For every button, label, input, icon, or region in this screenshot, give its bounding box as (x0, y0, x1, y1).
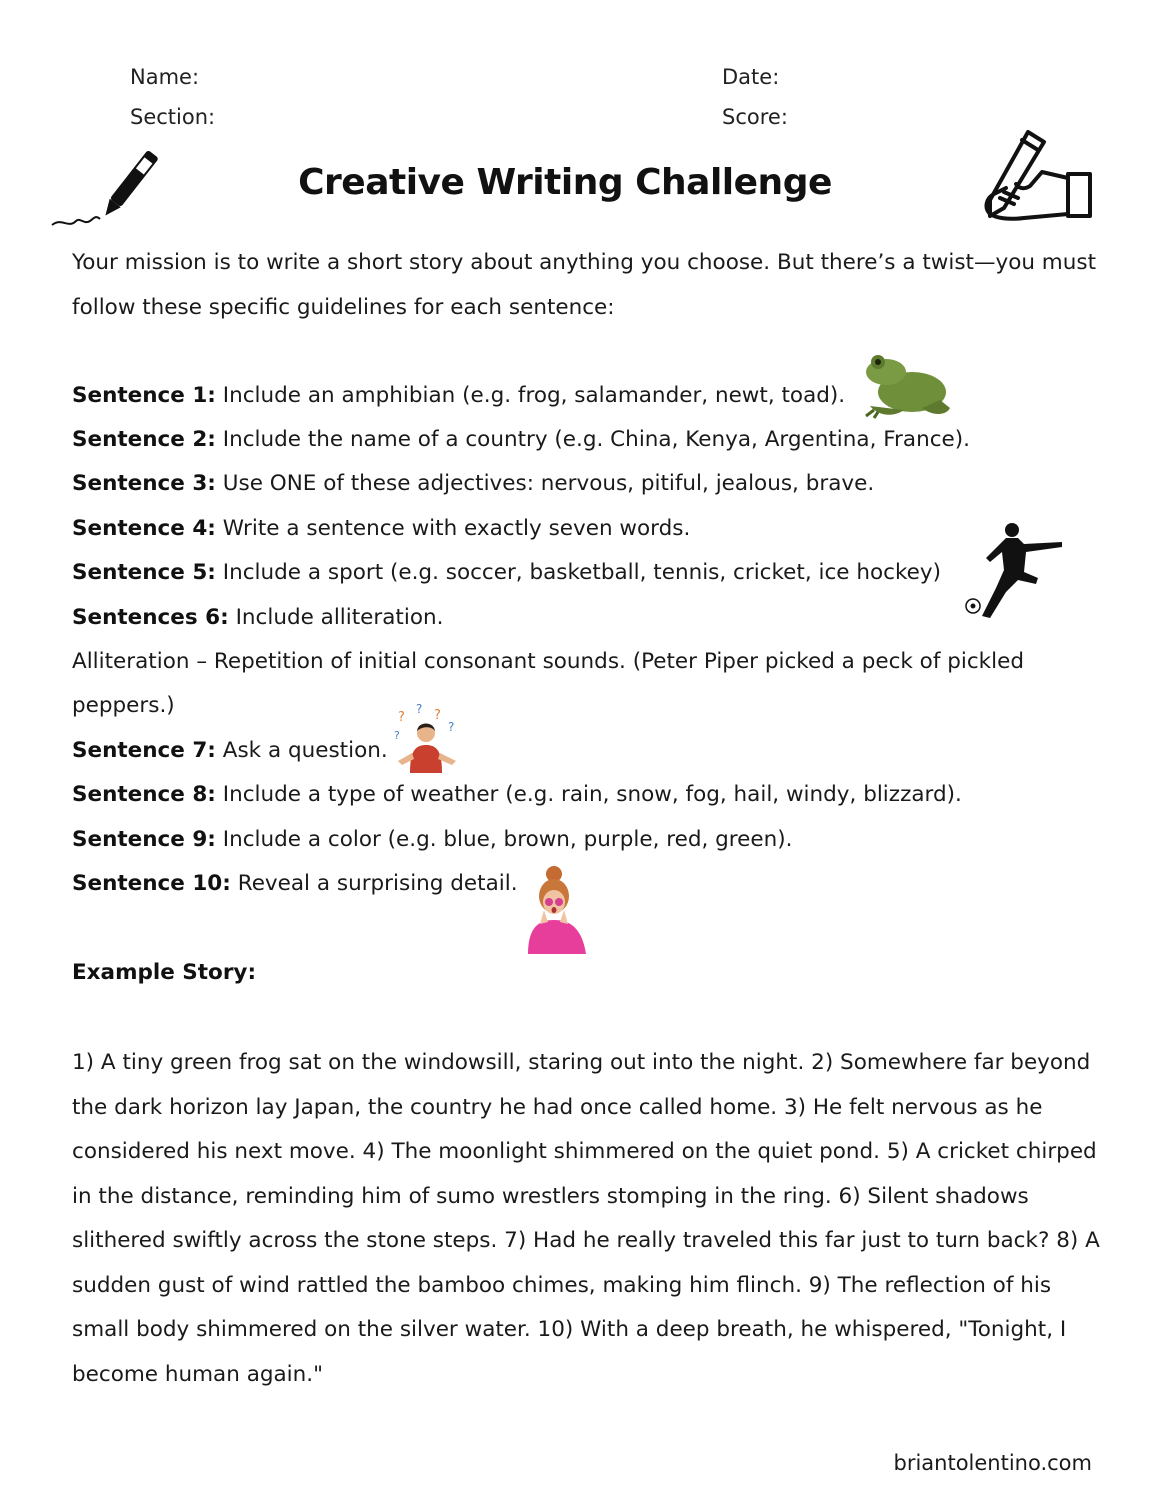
score-label: Score: (722, 105, 788, 129)
rule-label: Sentence 10: (72, 871, 231, 896)
rule-item (72, 383, 845, 408)
frog-icon (860, 350, 952, 420)
rule-label: Sentence 7: (72, 738, 216, 763)
page-title: Creative Writing Challenge (298, 162, 832, 203)
rule-label: Sentence 4: (72, 516, 216, 541)
rule-label: Sentence 3: (72, 471, 216, 496)
example-story: 1) A tiny green frog sat on the windowsill, staring out into the night. 2) Somewhere far beyond the dark horizon lay Japan, the country he had once called home. 3) He felt nervous as he considered his next move. 4) The moonlight shimmered on the quiet pond. 5) A cricket chirped in the distance, reminding him of sumo wrestlers stomping in the ring. 6) Silent shadows slithered swiftly across the stone steps. 7) Had he really traveled this far just to turn back? 8) A sudden gust of wind rattled the bamboo chimes, making him flinch. 9) The reflection of his small body shimmered on the silver water. 10) With a deep breath, he whispered, "Tonight, I become human again." (72, 1050, 1100, 1387)
confused-person-icon (392, 703, 462, 777)
rule-item (72, 560, 941, 585)
svg-text:?: ? (398, 710, 405, 725)
svg-text:?: ? (394, 729, 400, 742)
svg-text:?: ? (434, 708, 441, 723)
intro-paragraph: Your mission is to write a short story about anything you choose. But there’s a twist—you must follow these specific guidelines for each sentence: (72, 250, 1097, 320)
date-label: Date: (722, 65, 780, 89)
rule-item (72, 782, 962, 807)
example-heading (72, 960, 256, 985)
rule-text: Write a sentence with exactly seven words. (222, 516, 691, 541)
rule-text: Include an amphibian (e.g. frog, salamander, newt, toad). (222, 383, 846, 408)
rule-item (72, 516, 690, 541)
footer-website: briantolentino.com (893, 1451, 1092, 1475)
section-label: Section: (130, 105, 216, 129)
svg-text:?: ? (416, 702, 423, 716)
rule-item (72, 871, 518, 896)
rule-label: Sentence 9: (72, 827, 216, 852)
rule-text: Ask a question. (222, 738, 388, 763)
rule-text: Include a color (e.g. blue, brown, purple, red, green). (222, 827, 793, 852)
surprised-woman-icon (524, 864, 590, 954)
rule-item (72, 738, 388, 763)
rule-label: Sentence 5: (72, 560, 216, 585)
soccer-player-icon (962, 522, 1066, 622)
rule-text: Include alliteration. (235, 605, 444, 630)
svg-text:?: ? (448, 720, 455, 734)
rule-item (72, 427, 970, 452)
hand-writing-icon (978, 128, 1096, 226)
name-label: Name: (130, 65, 200, 89)
rule-item (72, 827, 792, 852)
alliteration-definition: Alliteration – Repetition of initial consonant sounds. (Peter Piper picked a peck of pickled (72, 649, 1024, 674)
rule-label: Sentence 8: (72, 782, 216, 807)
rule-text: Reveal a surprising detail. (237, 871, 518, 896)
rule-item (72, 471, 874, 496)
rule-item (72, 605, 443, 630)
rule-text: Include a sport (e.g. soccer, basketball, tennis, cricket, ice hockey) (222, 560, 941, 585)
alliteration-definition-cont: peppers.) (72, 693, 175, 718)
rule-text: Use ONE of these adjectives: nervous, pitiful, jealous, brave. (222, 471, 875, 496)
rule-text: Include a type of weather (e.g. rain, snow, fog, hail, windy, blizzard). (215, 782, 962, 807)
rule-label: Sentences 6: (72, 605, 229, 630)
rule-label: Sentence 2: (72, 427, 216, 452)
rule-text: Include the name of a country (e.g. China, Kenya, Argentina, France). (222, 427, 970, 452)
example-heading-text: Example Story: (72, 960, 257, 985)
rule-label: Sentence 1: (72, 383, 216, 408)
